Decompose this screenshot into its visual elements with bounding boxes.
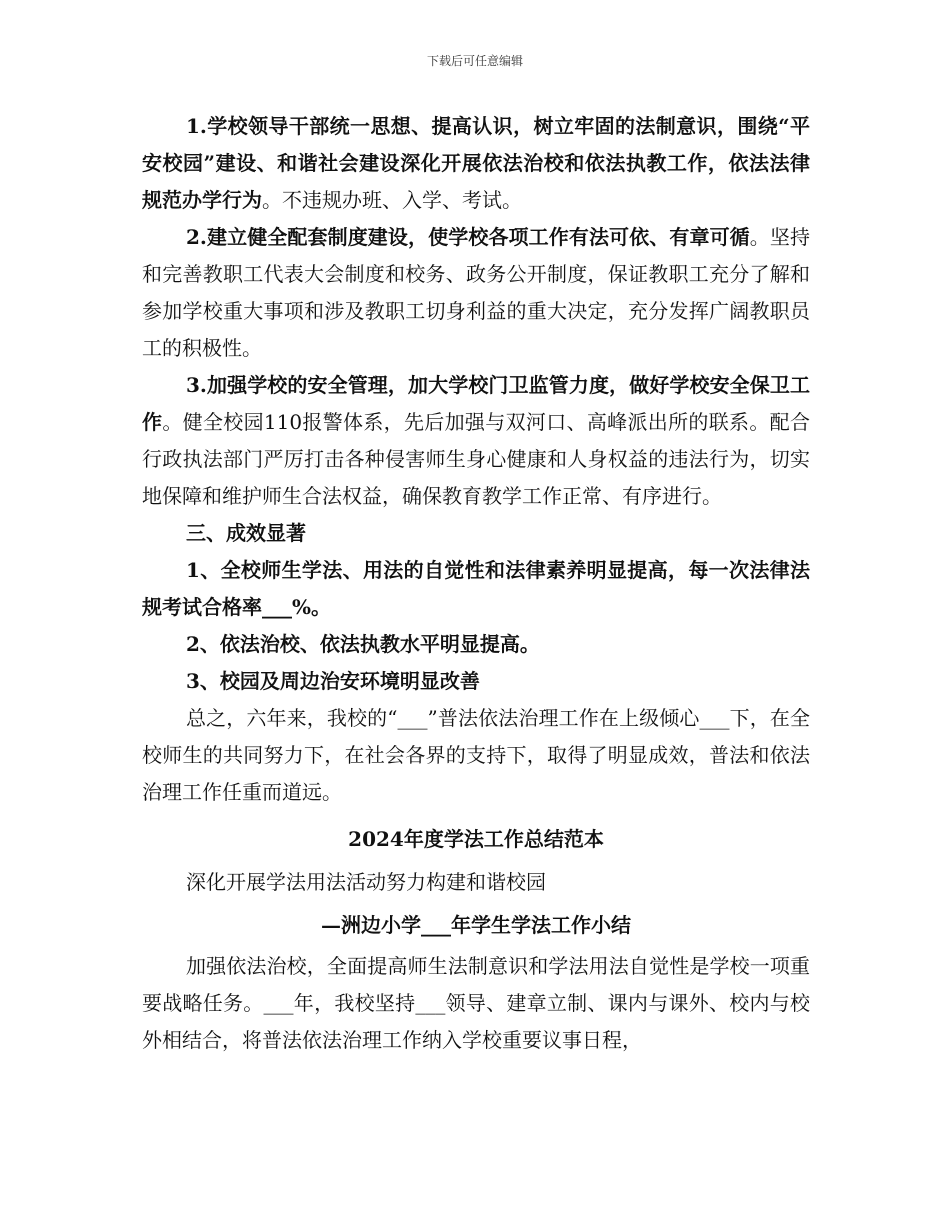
paragraph-3 — [142, 367, 810, 515]
result-item-2: 2、依法治校、依法执教水平明显提高。 — [186, 632, 540, 656]
paragraph-2 — [142, 219, 810, 367]
document-body — [142, 108, 810, 1059]
paragraph-2-text: 。坚持和完善教职工代表大会制度和校务、政务公开制度，保证教职工充分了解和参加学校重大事项和涉及教职工切身利益的重大决定，充分发挥广阔教职员工的积极性。 — [142, 225, 810, 360]
subtitle-line-2: —洲边小学___年学生学法工作小结 — [321, 913, 631, 937]
paragraph-3-text: 。健全校园110报警体系，先后加强与双河口、高峰派出所的联系。配合行政执法部门严厉打击各种侵害师生身心健康和人身权益的违法行为，切实地保障和维护师生合法权益，确保教育教学工作正常、有序进行。 — [142, 410, 810, 508]
intro-paragraph: 加强依法治校，全面提高师生法制意识和学法用法自觉性是学校一项重要战略任务。___年，我校坚持___领导、建章立制、课内与课外、校内与校外相结合，将普法依法治理工作纳入学校重要议事日程， — [142, 954, 810, 1052]
result-item-1: 1、全校师生学法、用法的自觉性和法律素养明显提高，每一次法律法规考试合格率___%。 — [142, 558, 810, 619]
section-heading-results: 三、成效显著 — [186, 521, 306, 545]
document-title: 2024年度学法工作总结范本 — [348, 827, 604, 851]
result-item-3: 3、校园及周边治安环境明显改善 — [186, 669, 480, 693]
subtitle-line-1: 深化开展学法用法活动努力构建和谐校园 — [186, 870, 546, 894]
page-header: 下载后可任意编辑 — [426, 54, 523, 68]
paragraph-1-text: 。不违规办班、入学、考试。 — [262, 188, 522, 212]
paragraph-1 — [142, 108, 810, 219]
paragraph-3-lead: 3.加强学校的安全管理，加大学校门卫监管力度，做好学校安全保卫工作 — [142, 373, 810, 434]
paragraph-1-lead: 1.学校领导干部统一思想、提高认识，树立牢固的法制意识，围绕“平安校园”建设、和谐社会建设深化开展依法治校和依法执教工作，依法法律规范办学行为 — [142, 114, 810, 212]
summary-paragraph: 总之，六年来，我校的“___”普法依法治理工作在上级倾心___下，在全校师生的共同努力下，在社会各界的支持下，取得了明显成效，普法和依法治理工作任重而道远。 — [142, 706, 810, 804]
paragraph-2-lead: 2.建立健全配套制度建设，使学校各项工作有法可依、有章可循 — [186, 225, 750, 249]
